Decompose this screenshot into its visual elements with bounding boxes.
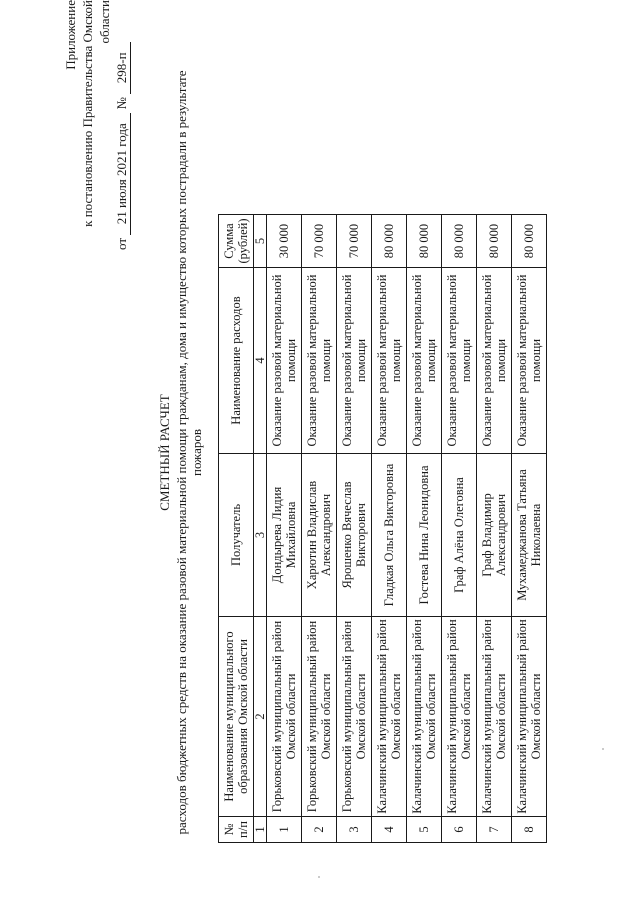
table-row: [442, 215, 477, 843]
table-row: [372, 215, 407, 843]
appendix-number-label: №: [114, 97, 129, 110]
row-expense: Оказание разовой материальной помощи: [512, 268, 547, 454]
row-number: 6: [442, 817, 477, 843]
row-recipient: Граф Владимир Александрович: [477, 454, 512, 617]
table-row: [302, 215, 337, 843]
row-expense: Оказание разовой материальной помощи: [302, 268, 337, 454]
header-expense: Наименование расходов: [219, 268, 254, 454]
row-municipality: Калачинский муниципальный район Омской области: [477, 617, 512, 817]
appendix-resolution-line: к постановлению Правительства Омской области: [80, 0, 112, 227]
row-municipality: Калачинский муниципальный район Омской области: [372, 617, 407, 817]
document-subtitle: расходов бюджетных средств на оказание разовой материальной помощи гражданам, дома и имущество которых пострадали в результате пожаров: [174, 70, 204, 835]
table-index-row: [254, 215, 267, 843]
row-amount: 80 000: [477, 215, 512, 268]
row-number: 5: [407, 817, 442, 843]
row-expense: Оказание разовой материальной помощи: [372, 268, 407, 454]
row-expense: Оказание разовой материальной помощи: [442, 268, 477, 454]
row-recipient: Граф Алёна Олеговна: [442, 454, 477, 617]
table-row: [477, 215, 512, 843]
row-recipient: Дондырева Лидия Михайловна: [267, 454, 302, 617]
row-number: 8: [512, 817, 547, 843]
appendix-date-line: [113, 0, 131, 250]
row-recipient: Гладкая Ольга Викторовна: [372, 454, 407, 617]
row-amount: 70 000: [337, 215, 372, 268]
table-row: [337, 215, 372, 843]
row-amount: 80 000: [512, 215, 547, 268]
appendix-title: Приложение: [63, 0, 78, 70]
row-municipality: Калачинский муниципальный район Омской области: [407, 617, 442, 817]
row-number: 1: [267, 817, 302, 843]
row-expense: Оказание разовой материальной помощи: [267, 268, 302, 454]
index-cell: 3: [254, 454, 267, 617]
row-recipient: Ярошенко Вячеслав Викторович: [337, 454, 372, 617]
appendix-from-label: от: [114, 237, 129, 250]
appendix-number: 298-п: [113, 42, 131, 94]
row-recipient: Харютин Владислав Александрович: [302, 454, 337, 617]
row-municipality: Горьковский муниципальный район Омской области: [267, 617, 302, 817]
scan-speck: [318, 876, 320, 878]
header-recipient: Получатель: [219, 454, 254, 617]
row-number: 4: [372, 817, 407, 843]
row-recipient: Гостева Нина Леонидовна: [407, 454, 442, 617]
header-number: № п/п: [219, 817, 254, 843]
table-row: [267, 215, 302, 843]
row-amount: 80 000: [442, 215, 477, 268]
row-amount: 70 000: [302, 215, 337, 268]
index-cell: 2: [254, 617, 267, 817]
row-municipality: Калачинский муниципальный район Омской области: [512, 617, 547, 817]
row-number: 3: [337, 817, 372, 843]
row-recipient: Мухамеджанова Татьяна Николаевна: [512, 454, 547, 617]
row-number: 7: [477, 817, 512, 843]
index-cell: 5: [254, 215, 267, 268]
row-expense: Оказание разовой материальной помощи: [337, 268, 372, 454]
row-expense: Оказание разовой материальной помощи: [477, 268, 512, 454]
appendix-date: 21 июля 2021 года: [113, 113, 131, 235]
index-cell: 4: [254, 268, 267, 454]
table-header-row: [219, 215, 254, 843]
row-expense: Оказание разовой материальной помощи: [407, 268, 442, 454]
table-row: [512, 215, 547, 843]
header-amount: Сумма (рублей): [219, 215, 254, 268]
row-municipality: Горьковский муниципальный район Омской области: [337, 617, 372, 817]
document-title: СМЕТНЫЙ РАСЧЕТ: [157, 394, 172, 511]
index-cell: 1: [254, 817, 267, 843]
row-amount: 80 000: [372, 215, 407, 268]
row-municipality: Калачинский муниципальный район Омской области: [442, 617, 477, 817]
row-amount: 80 000: [407, 215, 442, 268]
row-municipality: Горьковский муниципальный район Омской области: [302, 617, 337, 817]
header-municipality: Наименование муниципального образования Омской области: [219, 617, 254, 817]
estimate-table: [218, 214, 547, 843]
row-number: 2: [302, 817, 337, 843]
appendix-block: [62, 0, 131, 250]
row-amount: 30 000: [267, 215, 302, 268]
table-row: [407, 215, 442, 843]
scan-speck: [602, 748, 604, 750]
